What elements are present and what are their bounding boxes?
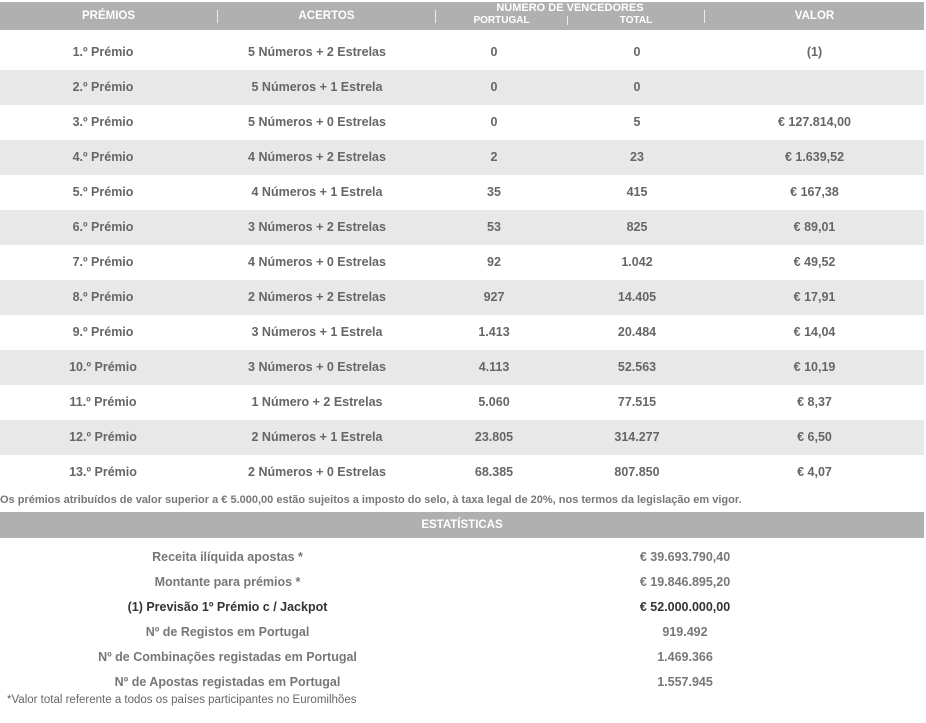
winners-portugal: 5.060: [478, 395, 510, 409]
table-row: [0, 350, 924, 385]
winners-total: 20.484: [617, 325, 657, 339]
prize-matches: 3 Números + 1 Estrela: [251, 325, 383, 339]
prize-value: € 4,07: [797, 465, 832, 479]
table-row: [0, 280, 924, 315]
prize-name: 3.º Prémio: [72, 115, 134, 129]
prize-name: 11.º Prémio: [69, 395, 137, 409]
prize-value: € 49,52: [793, 255, 836, 269]
table-row: [0, 105, 924, 140]
prize-value: € 10,19: [793, 360, 836, 374]
header-acertos: ACERTOS: [298, 10, 355, 22]
prize-matches: 2 Números + 1 Estrela: [251, 430, 383, 444]
prize-name: 6.º Prémio: [72, 220, 134, 234]
winners-total: 415: [626, 185, 648, 199]
winners-portugal: 4.113: [478, 360, 510, 374]
stats-label: Montante para prémios *: [154, 575, 301, 589]
stats-header: ESTATÍSTICAS: [0, 512, 924, 538]
prize-matches: 4 Números + 2 Estrelas: [248, 150, 386, 164]
winners-total: 77.515: [617, 395, 657, 409]
table-row: [0, 70, 924, 105]
prize-matches: 5 Números + 1 Estrela: [251, 80, 383, 94]
stats-label: Nº de Apostas registadas em Portugal: [114, 675, 341, 689]
prize-matches: 4 Números + 0 Estrelas: [248, 255, 386, 269]
header-total: TOTAL: [619, 15, 653, 26]
header-premios: PRÉMIOS: [81, 10, 136, 22]
prize-value: € 89,01: [793, 220, 836, 234]
prize-name: 2.º Prémio: [72, 80, 134, 94]
winners-portugal: 35: [487, 185, 501, 199]
prize-value: [705, 70, 924, 105]
winners-total: 0: [633, 45, 641, 59]
stats-value: 1.469.366: [657, 650, 713, 664]
table-row: [0, 245, 924, 280]
prize-name: 12.º Prémio: [69, 430, 137, 444]
prize-value: € 127.814,00: [778, 115, 851, 129]
prize-matches: 5 Números + 2 Estrelas: [248, 45, 386, 59]
stats-value: € 39.693.790,40: [639, 550, 731, 564]
stats-value: € 19.846.895,20: [639, 575, 731, 589]
table-row: [0, 385, 924, 420]
stats-label: Receita ilíquida apostas *: [152, 550, 303, 564]
winners-total: 23: [630, 150, 644, 164]
winners-portugal: 0: [490, 115, 498, 129]
footnote: *Valor total referente a todos os países participantes no Euromilhões: [7, 694, 357, 706]
stats-value: 1.557.945: [657, 675, 713, 689]
prize-matches: 4 Números + 1 Estrela: [251, 185, 383, 199]
prize-name: 9.º Prémio: [72, 325, 134, 339]
prize-value: € 1.639,52: [784, 150, 845, 164]
stats-row: [0, 545, 924, 570]
prize-table-header: [0, 2, 924, 30]
table-row: [0, 420, 924, 455]
stats-row: [0, 570, 924, 595]
winners-portugal: 2: [490, 150, 498, 164]
stats-value: 919.492: [662, 625, 708, 639]
table-row: [0, 315, 924, 350]
prize-name: 7.º Prémio: [72, 255, 134, 269]
stats-label: (1) Previsão 1º Prémio c / Jackpot: [127, 600, 328, 614]
stats-row: [0, 595, 924, 620]
winners-total: 52.563: [617, 360, 657, 374]
header-portugal: PORTUGAL: [473, 15, 530, 26]
prize-value: (1): [806, 45, 823, 59]
winners-total: 825: [626, 220, 648, 234]
table-row: [0, 140, 924, 175]
stats-row: [0, 620, 924, 645]
winners-total: 5: [633, 115, 641, 129]
prize-matches: 3 Números + 2 Estrelas: [248, 220, 386, 234]
stats-value: € 52.000.000,00: [639, 600, 731, 614]
prize-matches: 1 Número + 2 Estrelas: [251, 395, 383, 409]
winners-portugal: 68.385: [474, 465, 514, 479]
prize-name: 8.º Prémio: [72, 290, 134, 304]
prize-value: € 17,91: [793, 290, 836, 304]
winners-portugal: 92: [487, 255, 501, 269]
winners-portugal: 23.805: [474, 430, 514, 444]
stats-row: [0, 670, 924, 695]
winners-total: 1.042: [621, 255, 653, 269]
prize-name: 5.º Prémio: [72, 185, 134, 199]
header-vencedores: NÚMERO DE VENCEDORES: [496, 2, 644, 14]
winners-portugal: 0: [490, 45, 498, 59]
table-row: [0, 35, 924, 70]
prize-table-body: [0, 35, 924, 490]
winners-portugal: 927: [483, 290, 505, 304]
stats-label: Nº de Registos em Portugal: [145, 625, 310, 639]
stats-row: [0, 645, 924, 670]
prize-value: € 6,50: [797, 430, 832, 444]
winners-total: 0: [633, 80, 641, 94]
stats-label: Nº de Combinações registadas em Portugal: [98, 650, 357, 664]
prize-name: 4.º Prémio: [72, 150, 134, 164]
table-row: [0, 210, 924, 245]
winners-total: 14.405: [617, 290, 657, 304]
table-row: [0, 175, 924, 210]
stats-table: [0, 545, 924, 695]
prize-name: 1.º Prémio: [72, 45, 134, 59]
prize-name: 13.º Prémio: [69, 465, 137, 479]
winners-total: 314.277: [614, 430, 660, 444]
prize-matches: 3 Números + 0 Estrelas: [248, 360, 386, 374]
header-valor: VALOR: [794, 10, 835, 22]
prize-matches: 2 Números + 0 Estrelas: [248, 465, 386, 479]
table-row: [0, 455, 924, 490]
prize-name: 10.º Prémio: [69, 360, 137, 374]
winners-portugal: 1.413: [478, 325, 510, 339]
prize-matches: 2 Números + 2 Estrelas: [248, 290, 386, 304]
prize-value: € 8,37: [797, 395, 832, 409]
prize-matches: 5 Números + 0 Estrelas: [248, 115, 386, 129]
winners-total: 807.850: [614, 465, 660, 479]
prize-value: € 167,38: [790, 185, 839, 199]
winners-portugal: 0: [490, 80, 498, 94]
winners-portugal: 53: [487, 220, 501, 234]
prize-value: € 14,04: [793, 325, 836, 339]
tax-note: Os prémios atribuídos de valor superior a € 5.000,00 estão sujeitos a imposto do selo, à taxa legal de 20%, nos termos da legislação em vigor.: [0, 494, 742, 506]
